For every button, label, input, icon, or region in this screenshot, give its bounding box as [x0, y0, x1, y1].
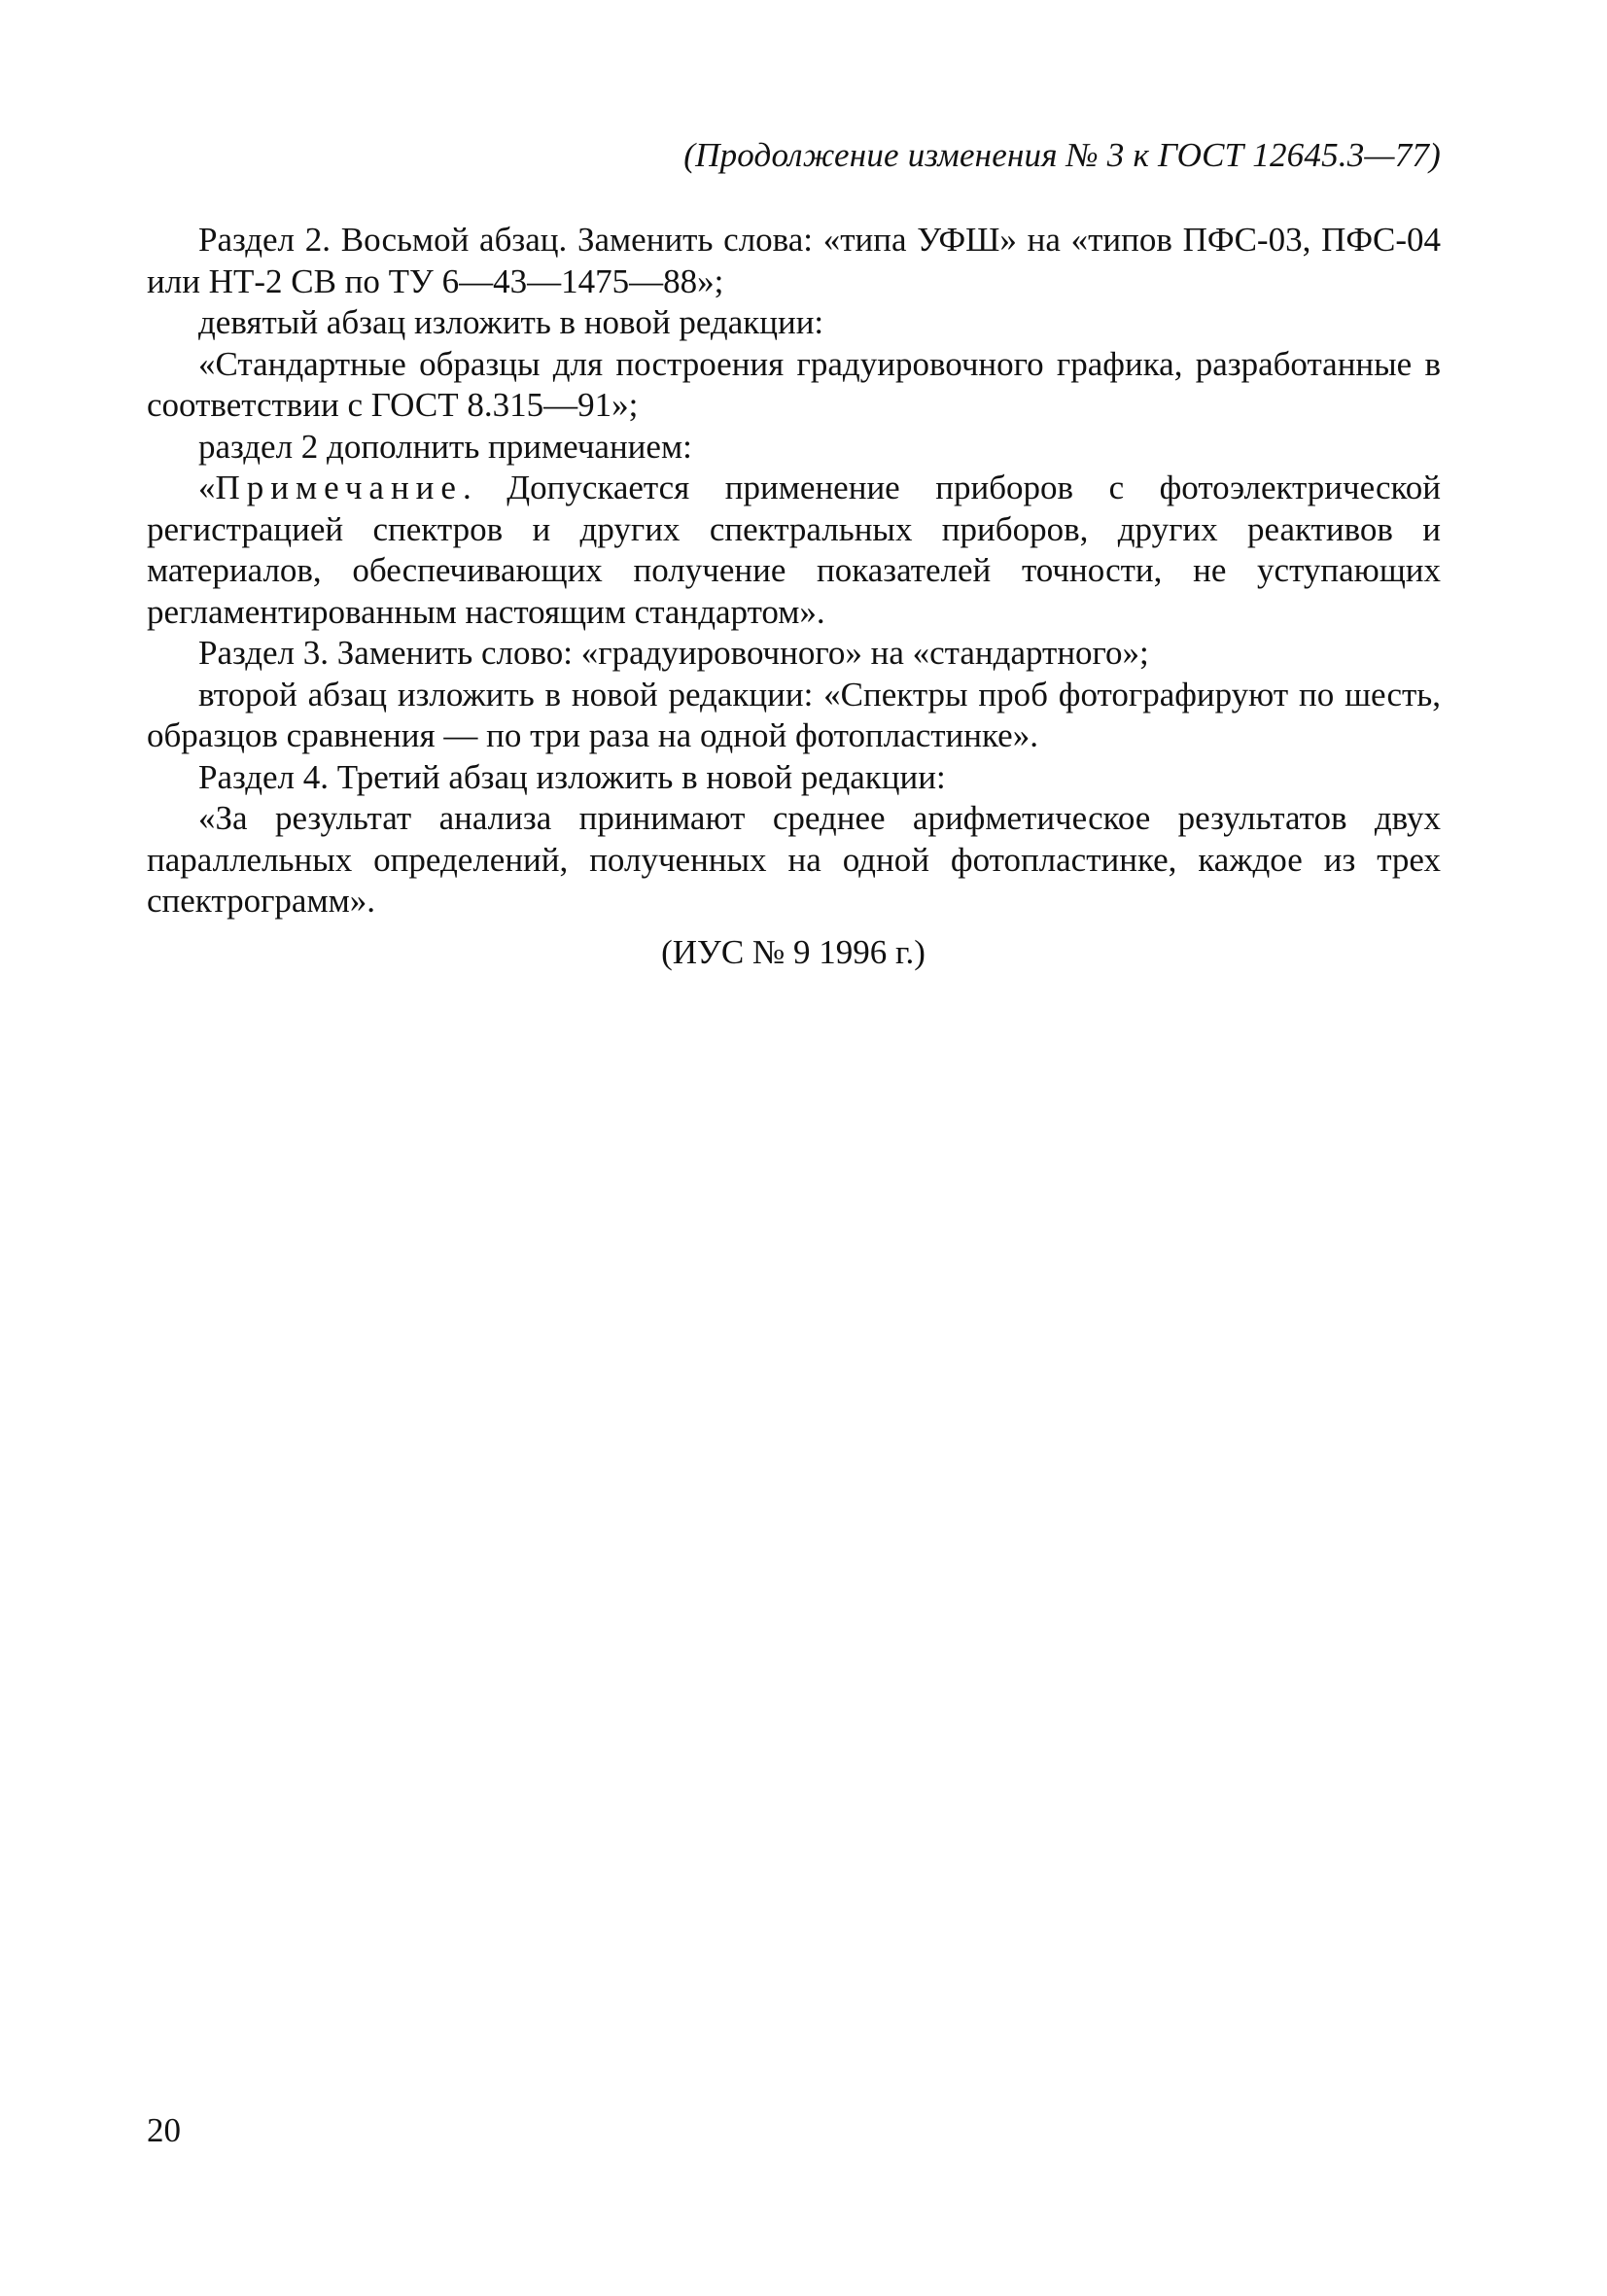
- paragraph-section-4: Раздел 4. Третий абзац изложить в новой редакции:: [198, 757, 946, 796]
- note-open-quote: «: [198, 469, 216, 506]
- note-label: Примечание: [215, 469, 463, 506]
- continuation-header: (Продолжение изменения № 3 к ГОСТ 12645.3—77): [683, 136, 1441, 174]
- paragraph-second-paragraph: второй абзац изложить в новой редакции: «Спектры проб фотографируют по шесть, образцов сравнения — по три раза на одной фотопластинке».: [147, 675, 1441, 754]
- amendment-text: [147, 220, 1441, 922]
- paragraph-ninth-instruction: девятый абзац изложить в новой редакции:: [198, 303, 824, 341]
- paragraph-add-note: раздел 2 дополнить примечанием:: [198, 427, 692, 466]
- paragraph-result-definition: «За результат анализа принимают среднее арифметическое результатов двух параллельных определений, полученных на одной фотопластинке, каждое из трех спектрограмм».: [147, 799, 1441, 920]
- source-reference: (ИУС № 9 1996 г.): [661, 933, 926, 971]
- paragraph-note: [147, 468, 1441, 633]
- paragraph-section-2-eighth: Раздел 2. Восьмой абзац. Заменить слова: «типа УФШ» на «типов ПФС-03, ПФС-04 или НТ-2 СВ по ТУ 6—43—1475—88»;: [147, 221, 1441, 300]
- page-number: 20: [147, 2111, 181, 2149]
- paragraph-standard-samples: «Стандартные образцы для построения градуировочного графика, разработанные в соответствии с ГОСТ 8.315—91»;: [147, 344, 1441, 424]
- paragraph-section-3: Раздел 3. Заменить слово: «градуировочного» на «стандартного»;: [198, 634, 1149, 672]
- note-text: . Допускается применение приборов с фотоэлектрической регистрацией спектров и других спектральных приборов, других реактивов и материалов, обеспечивающих получение показателей точности, не уступающих регламентированным настоящим стандартом».: [147, 469, 1441, 631]
